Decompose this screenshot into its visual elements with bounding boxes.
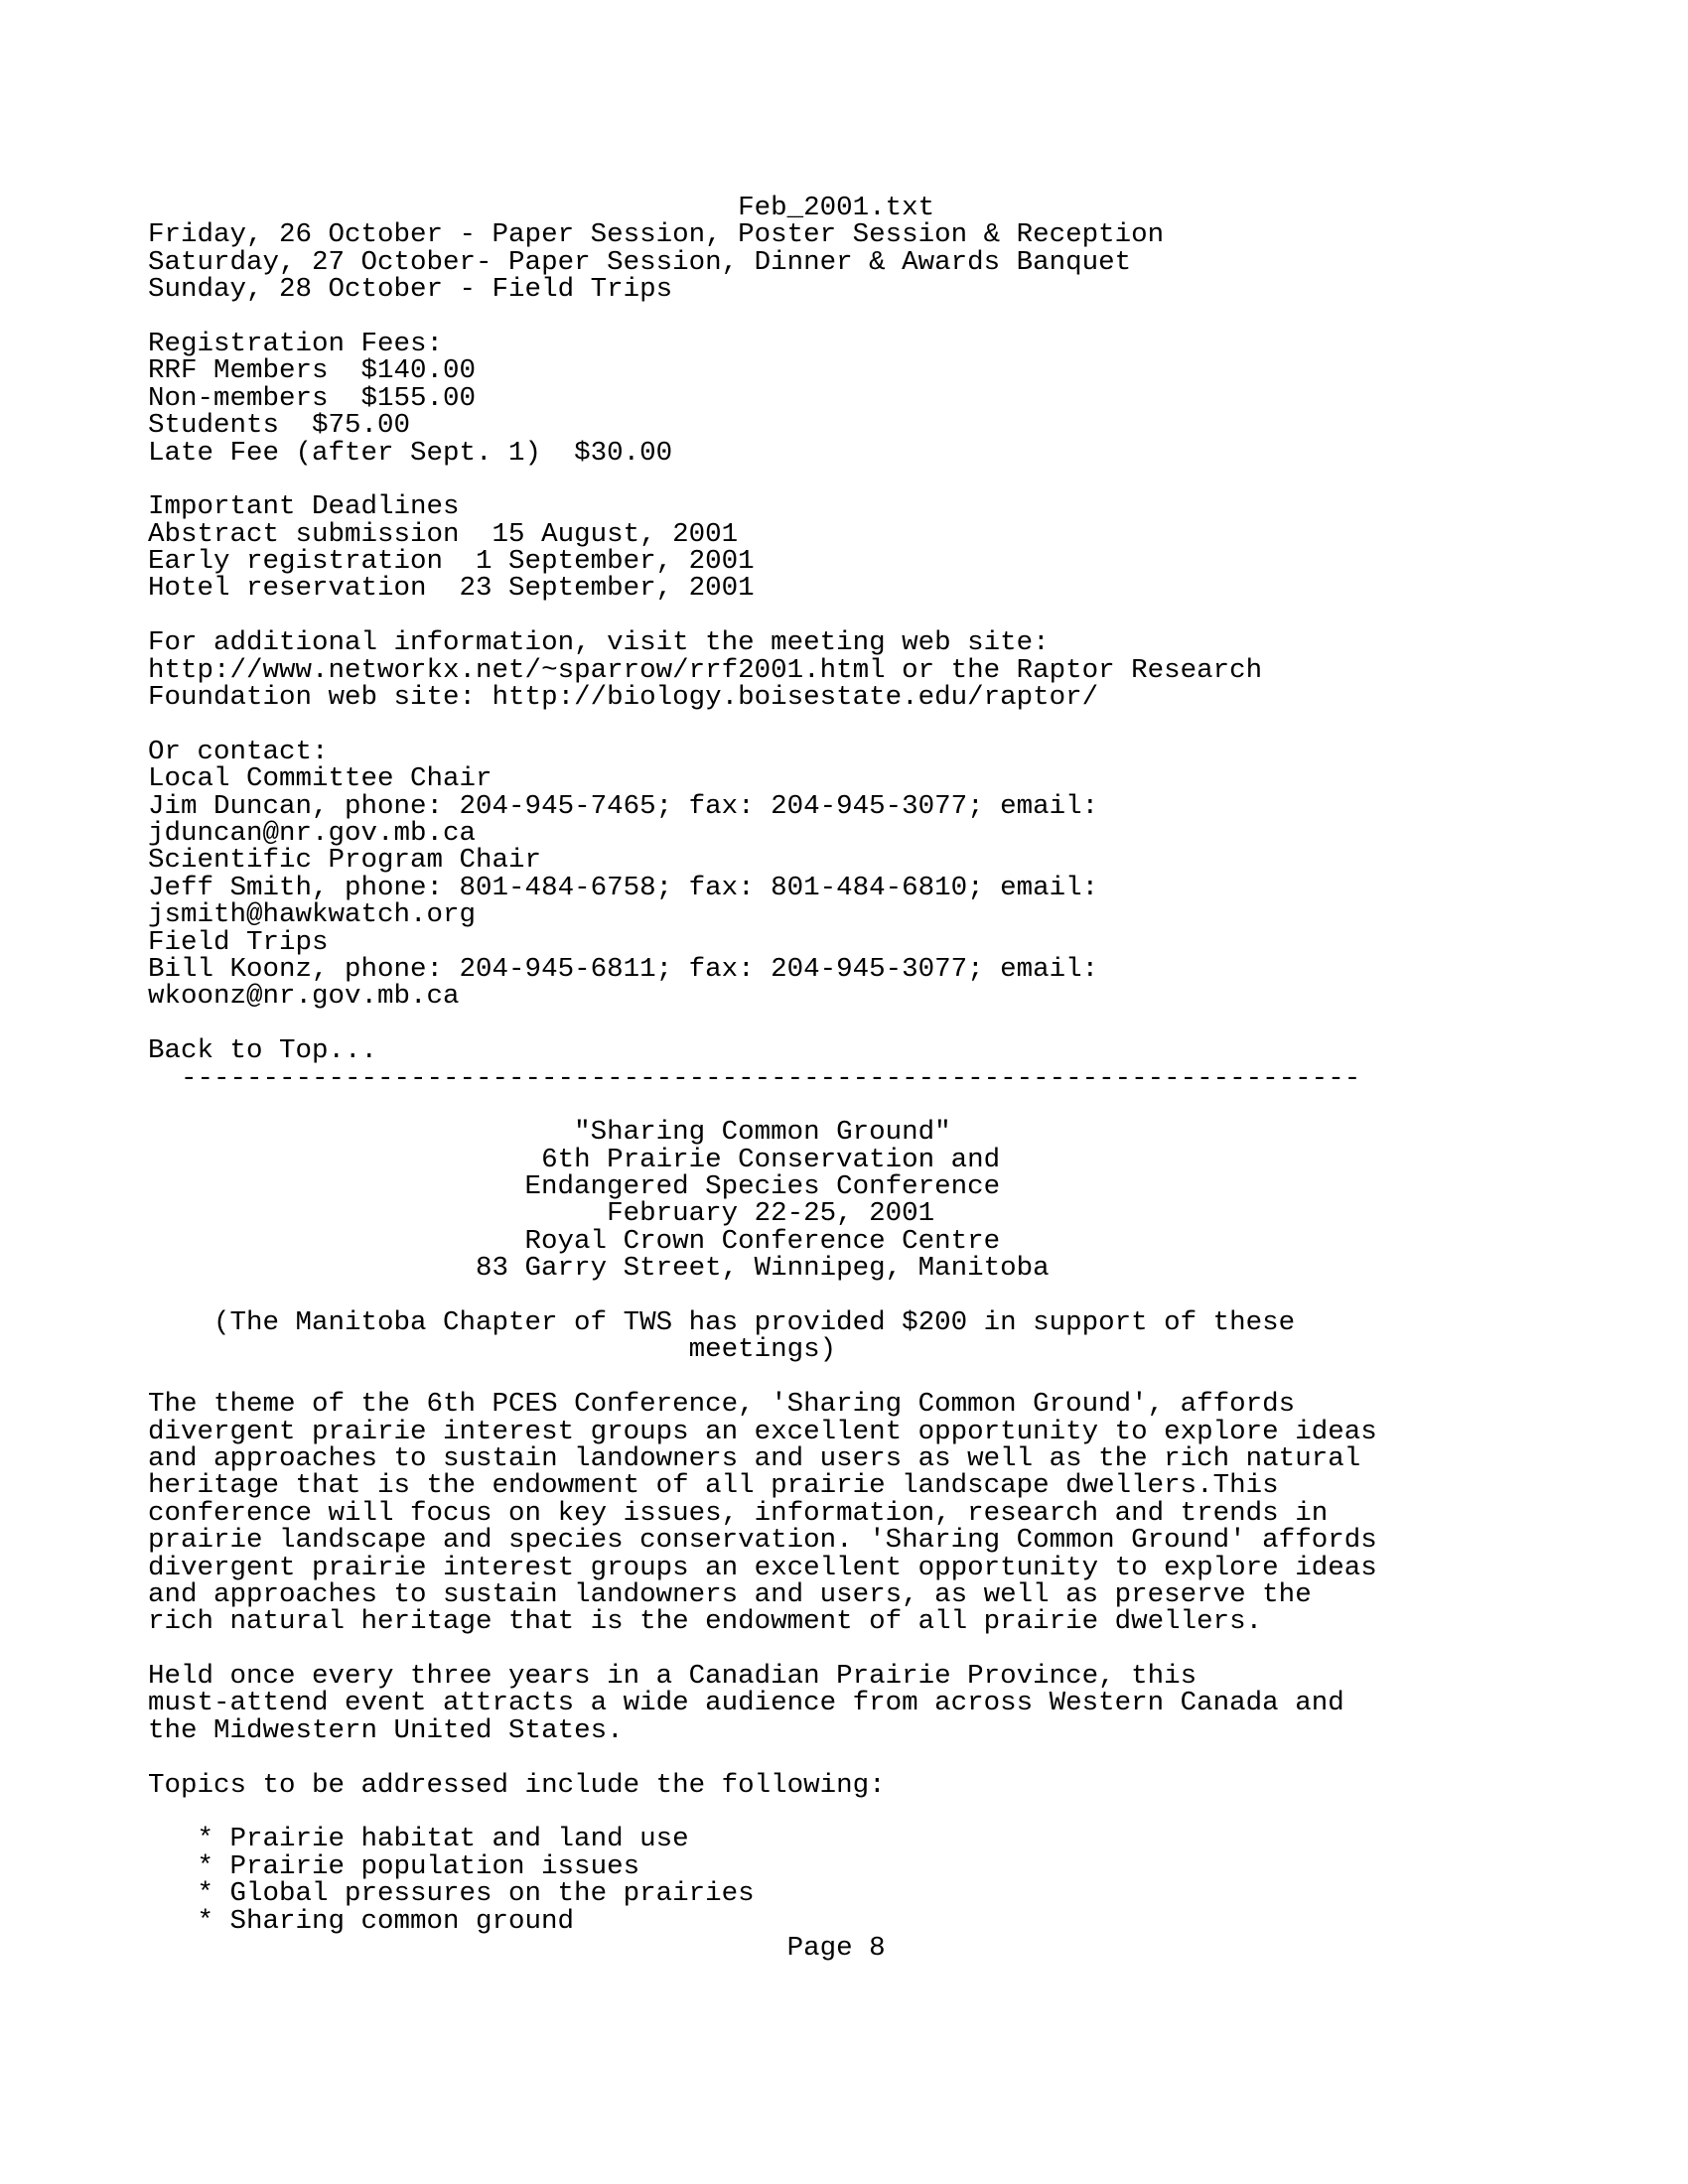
fee-item: Late Fee (after Sept. 1) $30.00 [148, 437, 673, 469]
file-title: Feb_2001.txt [738, 193, 935, 223]
blank-line [148, 1092, 1637, 1119]
conference-title-line: 83 Garry Street, Winnipeg, Manitoba [476, 1253, 1050, 1284]
deadline-item: Abstract submission 15 August, 2001 [148, 519, 739, 550]
topic-item: * Sharing common ground [197, 1905, 575, 1937]
document-page [148, 195, 1637, 1962]
theme-line: divergent prairie interest groups an excellent opportunity to explore ideas [148, 1416, 1377, 1447]
blank-line [148, 1364, 1637, 1391]
contact-line: Jeff Smith, phone: 801-484-6758; fax: 801-484-6810; email: [148, 873, 1099, 903]
info-line: Foundation web site: http://biology.boisestate.edu/raptor/ [148, 682, 1099, 713]
held-line: the Midwestern United States. [148, 1715, 624, 1746]
theme-line: The theme of the 6th PCES Conference, 'Sharing Common Ground', affords [148, 1389, 1296, 1420]
contact-line: wkoonz@nr.gov.mb.ca [148, 981, 460, 1013]
blank-line [148, 1636, 1637, 1663]
contact-line: Scientific Program Chair [148, 845, 542, 877]
fee-item: Students $75.00 [148, 410, 411, 441]
info-line: For additional information, visit the meeting web site: [148, 627, 1050, 658]
contact-line: Field Trips [148, 926, 329, 958]
theme-line: and approaches to sustain landowners and users, as well as preserve the [148, 1579, 1312, 1610]
theme-line: heritage that is the endowment of all prairie landscape dwellers.This [148, 1470, 1279, 1502]
contacts-heading: Or contact: [148, 737, 329, 767]
contact-line: Jim Duncan, phone: 204-945-7465; fax: 204-945-3077; email: [148, 790, 1099, 822]
back-to-top: Back to Top... [148, 1035, 378, 1066]
blank-line [148, 1011, 1637, 1037]
conference-title-line: February 22-25, 2001 [607, 1198, 935, 1230]
conference-title-line: Royal Crown Conference Centre [524, 1226, 1001, 1257]
conference-title-line: 6th Prairie Conservation and [541, 1144, 1001, 1175]
schedule-line: Friday, 26 October - Paper Session, Poster Session & Reception [148, 219, 1165, 251]
contact-line: Local Committee Chair [148, 763, 492, 794]
fees-heading: Registration Fees: [148, 329, 444, 359]
contact-line: jsmith@hawkwatch.org [148, 899, 477, 930]
contact-line: Bill Koonz, phone: 204-945-6811; fax: 204-945-3077; email: [148, 954, 1099, 985]
held-line: Held once every three years in a Canadian Prairie Province, this [148, 1661, 1197, 1692]
fee-item: Non-members $155.00 [148, 383, 477, 414]
blank-line [148, 1283, 1637, 1309]
conference-title-line: Endangered Species Conference [524, 1171, 1001, 1202]
info-line: http://www.networkx.net/~sparrow/rrf2001.html or the Raptor Research [148, 654, 1263, 686]
schedule-line: Sunday, 28 October - Field Trips [148, 274, 673, 305]
topics-heading: Topics to be addressed include the following: [148, 1769, 886, 1801]
deadline-item: Early registration 1 September, 2001 [148, 546, 755, 577]
blank-line [148, 1799, 1637, 1826]
blank-line [148, 304, 1637, 331]
blank-line [148, 1744, 1637, 1771]
blank-line [148, 467, 1637, 493]
divider: ------------------------------------------------------------------------ [181, 1062, 1361, 1094]
deadlines-heading: Important Deadlines [148, 491, 460, 522]
contact-line: jduncan@nr.gov.mb.ca [148, 818, 477, 849]
deadline-item: Hotel reservation 23 September, 2001 [148, 573, 755, 605]
conference-title-line: "Sharing Common Ground" [574, 1117, 951, 1148]
topic-item: * Prairie habitat and land use [197, 1824, 689, 1855]
blank-line [148, 711, 1637, 738]
topic-item: * Prairie population issues [197, 1851, 640, 1882]
fee-item: RRF Members $140.00 [148, 355, 477, 387]
blank-line [148, 603, 1637, 629]
theme-line: divergent prairie interest groups an excellent opportunity to explore ideas [148, 1552, 1377, 1583]
theme-line: conference will focus on key issues, information, research and trends in [148, 1498, 1329, 1529]
topic-item: * Global pressures on the prairies [197, 1878, 755, 1909]
page-number: Page 8 [786, 1933, 886, 1964]
theme-line: rich natural heritage that is the endowment of all prairie dwellers. [148, 1606, 1263, 1638]
support-note: meetings) [688, 1334, 837, 1366]
theme-line: prairie landscape and species conservation. 'Sharing Common Ground' affords [148, 1525, 1377, 1556]
held-line: must-attend event attracts a wide audience from across Western Canada and [148, 1688, 1344, 1719]
support-note: (The Manitoba Chapter of TWS has provided $200 in support of these [213, 1307, 1296, 1338]
schedule-line: Saturday, 27 October- Paper Session, Dinner & Awards Banquet [148, 247, 1132, 278]
theme-line: and approaches to sustain landowners and users as well as the rich natural [148, 1443, 1361, 1474]
